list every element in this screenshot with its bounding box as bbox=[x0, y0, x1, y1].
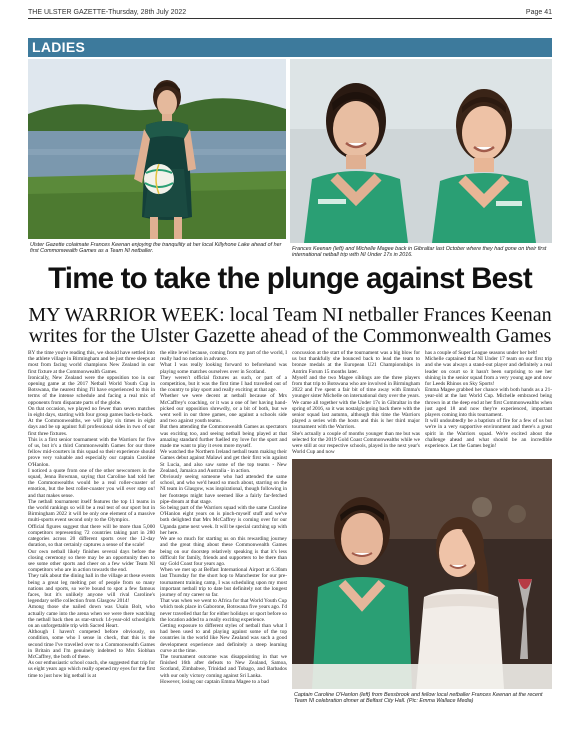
col2-p13: The tournament outcome was disappointing in that we finished 16th after defeats to New Zealand, Samoa, Scotland, Zimbabwe, Trinidad and Tobago, and Barbados with our only victory coming against Sri Lanka. bbox=[160, 653, 287, 679]
photo-lake-illustration bbox=[28, 59, 286, 239]
col3-p4: She's actually a couple of months younger than me but was selected for the 2019 Gold Coast Commonwealths while we were still at our respective schools, played in the next year's World Cup and now bbox=[292, 430, 420, 454]
col1-p12: Although I haven't competed before obviously, on condition, some who I sense in check, that this is the second time I've travelled over to a Commonwealth Games in Britain and I'm genuinely indebted to Mrs Siobhan McCaffrey, the both of these. bbox=[28, 629, 155, 660]
photo-teammates-illustration bbox=[290, 59, 552, 243]
col1-p1: BY the time you're reading this, we should have settled into the athlete village in Birmingham and be just three sleeps at most from facing world champions New Zealand in our first fixture at the Commonwealth Games. bbox=[28, 350, 155, 375]
article-column-3 bbox=[292, 350, 420, 454]
caption-right-photo: Frances Keenan (left) and Michelle Magee back in Gibraltar last October where they had gone on their first international netball trip with NI Under 17s in 2016. bbox=[292, 246, 547, 259]
subheadline: MY WARRIOR WEEK: local Team NI netballer Frances Keenan writes for the Ulster Gazette ahead of the Commonwealth Games bbox=[28, 304, 552, 347]
col4-p2: Michelle captained that NI Under 17 team on our first trip and she was always a stand-out player and definitely a real leader on court so it hasn't been surprising to see her shining in the senior squad from a very young age and now for Leeds Rhinos on Sky Sports! bbox=[425, 356, 552, 388]
col1-p13: As our enthusiastic school coach, she suggested that trip for us eight years ago which really opened my eyes for the first time to just how big netball is at bbox=[28, 660, 155, 679]
section-band bbox=[28, 38, 552, 57]
col2-p12: Getting exposure to different styles of netball than what I had been used to and playing against some of the top countries in the world like New Zealand was such a good development experience and definitely a steep learning curve at the time. bbox=[160, 622, 287, 654]
headline: Time to take the plunge against Best bbox=[48, 262, 532, 295]
col1-p9: Our own netball likely finishes several days before the closing ceremony so there may be an opportunity then to see some other sports and cheer on a few wider Team NI competitors who are in action towards the end. bbox=[28, 548, 155, 574]
article-column-1 bbox=[28, 350, 155, 734]
col2-p9: We are so much for starting us on this rewarding journey and the great thing about these Commonwealth Games being on our doorstep relatively speaking is that it's less difficult for family, friends and supporters to be there than say Gold Coast four years ago. bbox=[160, 536, 287, 567]
col2-p3: They weren't official fixtures as such, or part of a competition, but it was the first time I had travelled out of the country to play sport and really exciting at that age. bbox=[160, 374, 287, 394]
article-column-4 bbox=[425, 350, 552, 454]
col1-p5: This is a first senior tournament with the Warriors for five of us, but it's a third Commonwealth Games for our three fellow mid-courters in this squad so their experience should prove very valuable and especially our captain Caroline O'Hanlon. bbox=[28, 436, 155, 468]
publication-date: THE ULSTER GAZETTE-Thursday, 28th July 2022 bbox=[28, 9, 187, 16]
col4-p3: Emma Magee grabbed her chance with both hands as a 21-year-old at the last World Cup. Michelle embraced being thrown in at the deep end at her first Commonwealths when just aged 18 and now they're experienced, important players coming into this tournament. bbox=[425, 387, 552, 419]
col2-p2: What I was really looking forward to beforehand was playing some matches ourselves over in Scotland. bbox=[160, 362, 287, 375]
col1-p10: They talk about the dining hall in the village at these events being a great leg melting pot of people from so many nations and sports, so we're bound to spot a few famous faces, but it's unlikely anyone will rival Caroline's legendary selfie collection from Glasgow 2014! bbox=[28, 573, 155, 605]
col1-p4: At the Commonwealths, we will play six times in eight days and be up against full professional sides in two of our first three fixtures. bbox=[28, 418, 155, 437]
page-number: Page 41 bbox=[525, 9, 552, 16]
col2-p10: When we met up at Belfast International Airport at 6.30am last Thursday for the short hop to Manchester for our pre-tournament training camp, I was scheduling upon my most important netball trip to date but definitely not the longest journey of my career so far. bbox=[160, 567, 287, 598]
col1-p2: Ironically, New Zealand were the opposition too in our opening game at the 2017 Netball World Youth Cup in Botswana, the nearest thing I'll have experienced to this in terms of the intense schedule and facing a real mix of opponents from disparate parts of the globe. bbox=[28, 374, 155, 406]
running-header bbox=[28, 7, 552, 19]
col2-p1: the elite level because, coming from my part of the world, I really had no notion in advance. bbox=[160, 350, 287, 363]
caption-left-photo: Ulster Gazette colaimate Frances Keenan enjoying the tranquility at her local Killyhone Lake ahead of her first Commonwealth Games as a Team NI netballer. bbox=[30, 242, 282, 255]
col2-p5: But then attending the Commonwealth Games as spectators was exciting too, and seeing netball being played at that amazing standard further fuelled my love for the sport and made me want to play it even more myself. bbox=[160, 424, 287, 450]
col1-p3: On that occasion, we played no fewer than seven matches in eight days, starting with four group games back-to-back. bbox=[28, 405, 155, 419]
col2-p7: Obviously seeing someone who had attended the same school, and who we'd heard so much about, starring on the NI team in Glasgow, was inspirational, though following in her footsteps might have seemed like a fairly far-fetched pipe-dream at that stage. bbox=[160, 474, 287, 505]
article-column-2 bbox=[160, 350, 287, 734]
col1-p6: I noticed a quote from one of the other newcomers in the squad, Jenna Bowman, saying that Caroline had told her the Commonwealths would be a real roller-coaster of emotion, but the best roller-coaster you will ever step on! and that makes sense. bbox=[28, 467, 155, 499]
col2-p4: Whether we were decent at netball because of Mrs McCaffrey's coaching, or it was a one of her having hand-picked our opposition shrewdly, or a bit of both, but we went well in our three games, one against a schools side and two against youth teams. bbox=[160, 393, 287, 425]
col2-p11: That was when we went to Africa for that World Youth Cup which took place in Gaborone, Botswana five years ago. I'd never travelled that far for either holidays or sport before so the location added to a really exciting experience. bbox=[160, 598, 287, 623]
col2-p6: We watched the Northern Ireland netball team making their Games debut against Malawi and get their first win against St Lucia, and also saw some of the top teams - New Zealand, Jamaica and Australia - in action. bbox=[160, 449, 287, 474]
col1-p8: Official figures suggest that there will be more than 5,000 competitors representing 72 countries taking part in 280 categories across 20 different sports over the 12-day duration, so that certainly captures a sense of the scale! bbox=[28, 523, 155, 549]
header-rule bbox=[28, 18, 552, 19]
caption-bottom-photo: Captain Caroline O'Hanlon (left) from Bessbrook and fellow local netballer Frances Keenan at the recent Team NI celebration dinner at Belfast City Hall. (Pic: Emma Wallace Media) bbox=[294, 692, 543, 705]
col3-p3: We came all together with the Under 17s in Gibraltar in the spring of 2016, so it was nostalgic going back there with the senior squad last autumn, although this time the Warriors played a series with the hosts and this is her third major tournament with the Warriors. bbox=[292, 399, 420, 431]
photo-celebration-dinner bbox=[292, 459, 552, 689]
photo-dinner-illustration bbox=[292, 459, 552, 689]
col3-p2: Myself and the two Magee siblings are the three players from that trip to Botswana who are involved in Birmingham 2022 and I've spent a fair bit of time away with Emma's younger sister Michelle on international duty over the years. bbox=[292, 374, 420, 400]
col1-p7: The netball tournament itself features the top 11 teams in the world rankings so will be a real test of our sport but in Birmingham 2022 it will be only one element of a massive multi-sports event second only to the Olympics. bbox=[28, 498, 155, 524]
col2-p8: So being part of the Warriors squad with the same Caroline O'Hanlon eight years on is pinch-myself stuff and we've both delighted that Mrs McCaffrey is coming over for our Uganda game next week. It will be special catching up with her here. bbox=[160, 505, 287, 536]
col2-p14: However, losing our captain Emma Magee to a bad bbox=[160, 678, 269, 685]
col4-p1: has a couple of Super League seasons under her belt! bbox=[425, 350, 538, 356]
photo-lake-portrait bbox=[28, 59, 286, 239]
col4-p4: It will undoubtedly be a baptism of fire for a few of us but we're in a very supportive environment and there's a great spirit in the Warriors squad. We're excited about the challenge ahead and what should be an incredible experience. Let the Games begin! bbox=[425, 418, 552, 450]
col1-p11: Among those she nailed down was Usain Bolt, who actually came into the arena when we were there watching the netball back then as star-struck 14-year-old schoolgirls on an unforgettable trip with Sacred Heart. bbox=[28, 604, 155, 629]
col3-p1: concussion at the start of the tournament was a big blow for us but thankfully she bounced back to lead the team to bronze medals at the European U21 Championships in Antrim Forum 15 months later. bbox=[292, 350, 420, 375]
section-label: LADIES bbox=[32, 39, 86, 55]
photo-two-players bbox=[290, 59, 552, 243]
